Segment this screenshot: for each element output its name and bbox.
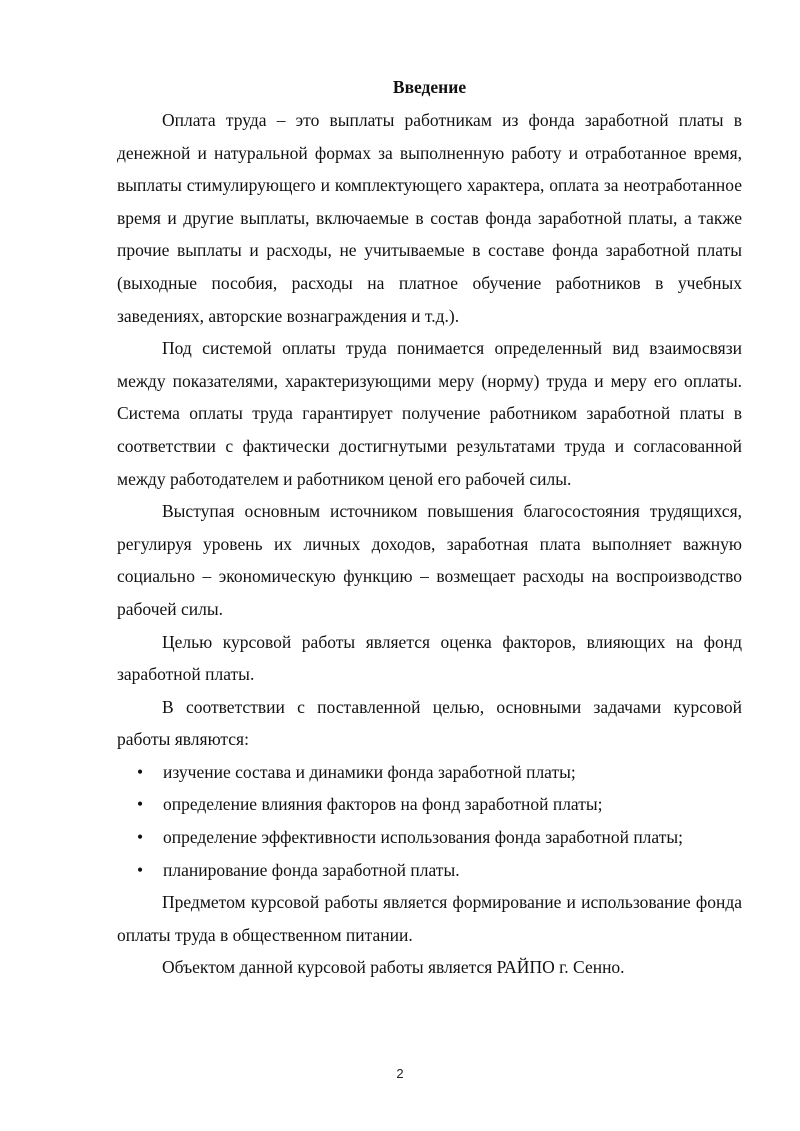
list-item-text: определение эффективности использования фонда заработной платы; (163, 827, 684, 848)
paragraph-goal: Целью курсовой работы является оценка факторов, влияющих на фонд заработной платы. (117, 631, 742, 685)
list-item (117, 854, 742, 887)
paragraph-wage-function: Выступая основным источником повышения благосостояния трудящихся, регулируя уровень их личных доходов, заработная плата выполняет важную социально – экономическую функцию – возмещает расходы на воспроизводство рабочей силы. (117, 501, 742, 619)
paragraph-wage-system: Под системой оплаты труда понимается определенный вид взаимосвязи между показателями, характеризующими меру (норму) труда и меру его оплаты. Система оплаты труда гарантирует получение работником заработной платы в соответствии с фактически достигнутыми результатами труда и согласованной между работодателем и работником ценой его рабочей силы. (117, 338, 742, 489)
bullet-icon: • (137, 827, 144, 848)
bullet-icon: • (137, 859, 144, 880)
list-item (117, 788, 742, 821)
list-item (117, 821, 742, 854)
list-item-text: определение влияния факторов на фонд заработной платы; (163, 794, 603, 815)
document-title: Введение (392, 77, 467, 97)
page-number: 2 (396, 1066, 404, 1081)
paragraph-object: Объектом данной курсовой работы является РАЙПО г. Сенно. (162, 957, 625, 978)
tasks-list (117, 756, 742, 886)
list-item (117, 756, 742, 789)
paragraph-tasks-intro: В соответствии с поставленной целью, основными задачами курсовой работы являются: (117, 696, 742, 750)
bullet-icon: • (137, 761, 144, 782)
paragraph-subject: Предметом курсовой работы является формирование и использование фонда оплаты труда в общественном питании. (117, 892, 742, 945)
bullet-icon: • (137, 794, 144, 815)
document-page (117, 74, 742, 984)
paragraph-wage-definition: Оплата труда – это выплаты работникам из фонда заработной платы в денежной и натуральной формах за выполненную работу и отработанное время, выплаты стимулирующего и комплектующего характера, оплата за неотработанное время и другие выплаты, включаемые в состав фонда заработной платы, а также прочие выплаты и расходы, не учитываемые в составе фонда заработной платы (выходные пособия, расходы на платное обучение работников в учебных заведениях, авторские вознаграждения и т.д.). (117, 110, 742, 326)
list-item-text: планирование фонда заработной платы. (163, 859, 460, 880)
list-item-text: изучение состава и динамики фонда заработной платы; (163, 761, 576, 782)
